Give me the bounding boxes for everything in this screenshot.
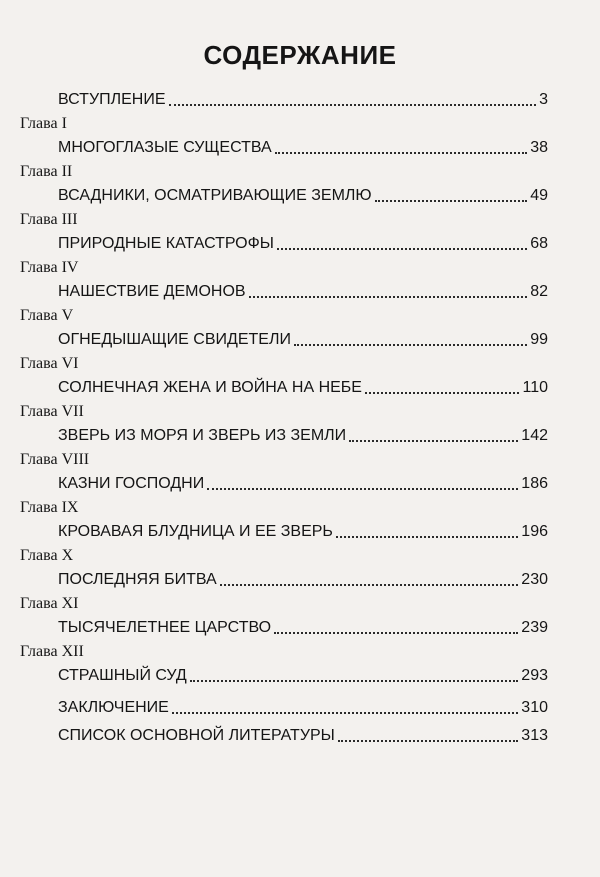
- toc-entry-title: ЗВЕРЬ ИЗ МОРЯ И ЗВЕРЬ ИЗ ЗЕМЛИ: [58, 427, 347, 444]
- leader-dots: [172, 712, 518, 714]
- page-title: СОДЕРЖАНИЕ: [203, 40, 397, 70]
- leader-dots: [220, 584, 519, 586]
- toc-entry-conclusion[interactable]: [58, 696, 548, 720]
- toc-entry-title: ВСТУПЛЕНИЕ: [58, 91, 166, 108]
- leader-dots: [277, 248, 527, 250]
- toc-line: [58, 88, 548, 112]
- chapter-label: Глава VI: [20, 355, 79, 372]
- toc-line: [58, 184, 548, 208]
- toc-page-number: 310: [521, 699, 548, 716]
- chapter-label: Глава IX: [20, 499, 79, 516]
- toc-line: [58, 472, 548, 496]
- toc-page-number: 293: [521, 667, 548, 684]
- toc-entry-bibliography[interactable]: [58, 724, 548, 748]
- toc-line: [58, 616, 548, 640]
- toc-line: [58, 696, 548, 720]
- chapter-label: Глава V: [20, 307, 74, 324]
- toc-entry-chapter-7[interactable]: [20, 400, 548, 448]
- toc-line: [58, 376, 548, 400]
- toc-entry-chapter-11[interactable]: [20, 592, 548, 640]
- toc-page-number: 196: [521, 523, 548, 540]
- chapter-label: Глава I: [20, 115, 67, 132]
- table-of-contents: [20, 80, 548, 748]
- toc-entry-title: ЗАКЛЮЧЕНИЕ: [58, 699, 169, 716]
- chapter-label: Глава VII: [20, 403, 84, 420]
- toc-line: [58, 724, 548, 748]
- toc-entry-chapter-12[interactable]: [20, 640, 548, 688]
- toc-line: [58, 424, 548, 448]
- toc-line: [58, 664, 548, 688]
- toc-page-number: 239: [521, 619, 548, 636]
- leader-dots: [375, 200, 528, 202]
- leader-dots: [338, 740, 518, 742]
- leader-dots: [274, 632, 518, 634]
- chapter-label: Глава IV: [20, 259, 79, 276]
- toc-page-number: 3: [539, 91, 548, 108]
- leader-dots: [349, 440, 518, 442]
- toc-entry-chapter-2[interactable]: [20, 160, 548, 208]
- toc-page-number: 186: [521, 475, 548, 492]
- leader-dots: [294, 344, 527, 346]
- toc-page-number: 142: [521, 427, 548, 444]
- leader-dots: [190, 680, 519, 682]
- toc-page-number: 68: [530, 235, 548, 252]
- toc-page-number: 313: [521, 727, 548, 744]
- toc-entry-title: ПРИРОДНЫЕ КАТАСТРОФЫ: [58, 235, 274, 252]
- leader-dots: [207, 488, 518, 490]
- toc-entry-chapter-4[interactable]: [20, 256, 548, 304]
- chapter-label: Глава II: [20, 163, 73, 180]
- toc-line: [58, 136, 548, 160]
- leader-dots: [336, 536, 518, 538]
- toc-entry-title: СПИСОК ОСНОВНОЙ ЛИТЕРАТУРЫ: [58, 727, 335, 744]
- leader-dots: [275, 152, 527, 154]
- toc-entry-title: СОЛНЕЧНАЯ ЖЕНА И ВОЙНА НА НЕБЕ: [58, 379, 362, 396]
- chapter-label: Глава XII: [20, 643, 84, 660]
- toc-line: [58, 568, 548, 592]
- chapter-label: Глава VIII: [20, 451, 90, 468]
- toc-page-number: 230: [521, 571, 548, 588]
- chapter-label: Глава XI: [20, 595, 79, 612]
- toc-entry-title: НАШЕСТВИЕ ДЕМОНОВ: [58, 283, 246, 300]
- toc-entry-chapter-3[interactable]: [20, 208, 548, 256]
- leader-dots: [249, 296, 528, 298]
- toc-entry-chapter-1[interactable]: [20, 112, 548, 160]
- toc-line: [58, 520, 548, 544]
- toc-page-number: 49: [530, 187, 548, 204]
- toc-entry-title: ОГНЕДЫШАЩИЕ СВИДЕТЕЛИ: [58, 331, 291, 348]
- toc-page-number: 99: [530, 331, 548, 348]
- toc-entry-title: ТЫСЯЧЕЛЕТНЕЕ ЦАРСТВО: [58, 619, 272, 636]
- toc-page-number: 110: [522, 379, 548, 396]
- toc-entry-title: МНОГОГЛАЗЫЕ СУЩЕСТВА: [58, 139, 272, 156]
- toc-entry-title: КАЗНИ ГОСПОДНИ: [58, 475, 205, 492]
- toc-entry-title: КРОВАВАЯ БЛУДНИЦА И ЕЕ ЗВЕРЬ: [58, 523, 333, 540]
- toc-entry-chapter-9[interactable]: [20, 496, 548, 544]
- toc-line: [58, 232, 548, 256]
- toc-page-number: 82: [530, 283, 548, 300]
- toc-entry-title: СТРАШНЫЙ СУД: [58, 667, 187, 684]
- toc-entry-chapter-5[interactable]: [20, 304, 548, 352]
- toc-page-number: 38: [530, 139, 548, 156]
- toc-entry-chapter-6[interactable]: [20, 352, 548, 400]
- leader-dots: [365, 392, 520, 394]
- toc-entry-chapter-8[interactable]: [20, 448, 548, 496]
- toc-line: [58, 280, 548, 304]
- toc-entry-chapter-10[interactable]: [20, 544, 548, 592]
- leader-dots: [169, 104, 537, 106]
- chapter-label: Глава III: [20, 211, 78, 228]
- toc-entry-introduction[interactable]: [58, 88, 548, 112]
- chapter-label: Глава X: [20, 547, 74, 564]
- toc-line: [58, 328, 548, 352]
- toc-entry-title: ПОСЛЕДНЯЯ БИТВА: [58, 571, 217, 588]
- toc-entry-title: ВСАДНИКИ, ОСМАТРИВАЮЩИЕ ЗЕМЛЮ: [58, 187, 372, 204]
